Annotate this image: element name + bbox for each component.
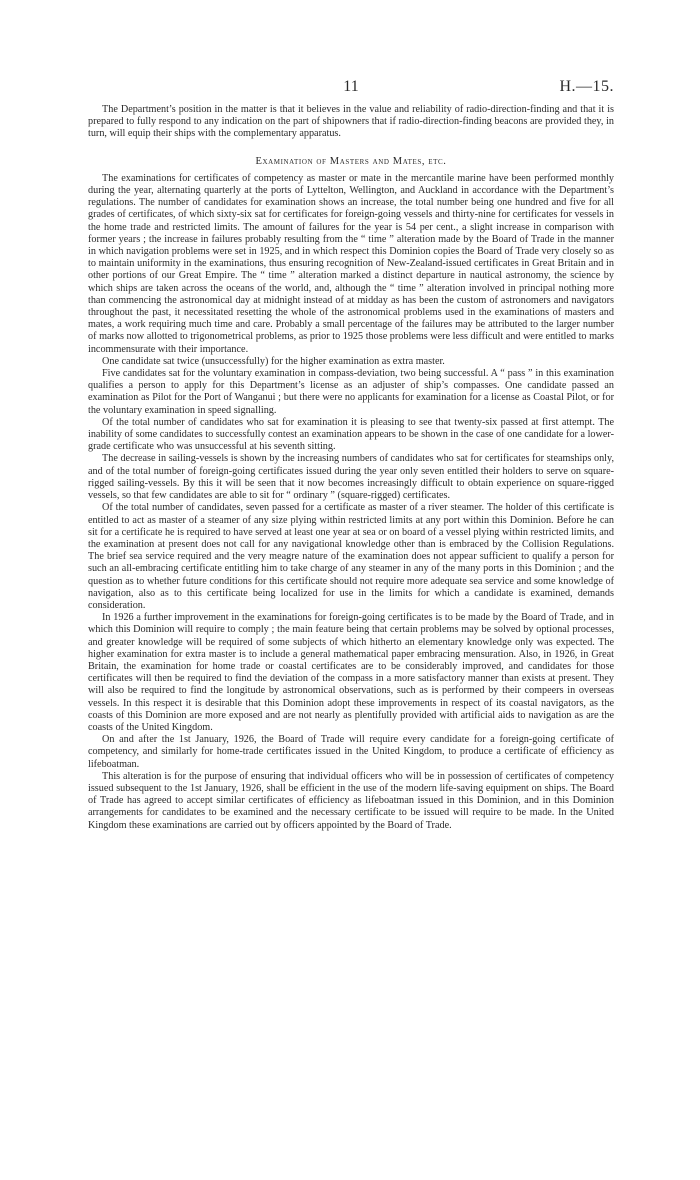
intro-paragraph: The Department’s position in the matter is that it believes in the value and reliability of radio-direction-finding and that it is prepared to fully respond to any indication on the part of shipowners that if radio-direction-finding beacons are provided they, in turn, will equip their ships with the complementary apparatus. — [88, 104, 614, 140]
paragraph: Of the total number of candidates who sat for examination it is pleasing to see that twenty-six passed at first attempt. The inability of some candidates to successfully contest an examination appears to be shown in the case of one candidate for a lower-grade certificate who was unsuccessful at his seventh sitting. — [88, 416, 614, 453]
paragraph: One candidate sat twice (unsuccessfully) for the higher examination as extra master. — [102, 355, 445, 367]
paragraph: The decrease in sailing-vessels is shown by the increasing numbers of candidates who sat for certificates for steamships only, and of the total number of foreign-going certificates issued during the year only seven entitled their holders to serve on square-rigged sailing-vessels. By this it will be seen that it now becomes increasingly difficult to obtain experience on square-rigged vessels, so that few candidates are able to sit for “ ordinary ” (square-rigged) certificates. — [88, 453, 614, 502]
page-number: 11 — [343, 78, 359, 95]
paragraph: On and after the 1st January, 1926, the Board of Trade will require every candidate for a foreign-going certificate of competency, and similarly for home-trade certificates issued in the United Kingdom, to produce a certificate of efficiency as lifeboatman. — [88, 734, 614, 770]
paragraph: The examinations for certificates of competency as master or mate in the mercantile marine have been performed monthly during the year, alternating quarterly at the ports of Lyttelton, Wellington, and Auckland in accordance with the Department’s regulations. The number of candidates for examination shows an increase, the total number being one hundred and five for all grades of certificates, of which sixty-six sat for certificates for foreign-going vessels and thirty-nine for certificates for vessels in the home trade and restricted limits. The amount of failures for the year is 54 per cent., a slight increase in comparison with former years ; the increase in failures probably resulting from the “ time ” alteration made by the Board of Trade in the manner in which navigation problems were set in 1925, and in which respect this Dominion copies the Board of Trade very closely so as to maintain uniformity in the examinations, thus ensuring recognition of New-Zealand-issued certificates in Great Britain and in other portions of our Great Empire. The “ time ” alteration marked a distinct departure in nautical astronomy, the science by which ships are taken across the oceans of the world, and, although the “ time ” alteration involved in principal nothing more than commencing the astronomical day at midnight instead of at midday as has been the custom of astronomers and navigators throughout the past, it necessitated resetting the whole of the astronomical problems used in the examinations of masters and mates, a work requiring much time and care. Probably a small percentage of the failures may be attributed to the larger number of marks now allotted to trigonometrical problems, as prior to 1925 those problems were less difficult and were entitled to marks incommensurate with their importance. — [88, 172, 614, 355]
section-heading: Examination of Masters and Mates, etc. — [255, 155, 447, 167]
document-reference: H.—15. — [559, 78, 614, 95]
paragraph: Of the total number of candidates, seven passed for a certificate as master of a river steamer. The holder of this certificate is entitled to act as master of a steamer of any size plying within restricted limits at any port within this Dominion. Before he can sit for a certificate he is required to have served at least one year at sea or on board of a vessel plying within restricted limits, and the examination at present does not call for any navigational knowledge other than is embraced by the Collision Regulations. The brief sea service required and the very meagre nature of the examination does not appear sufficient to qualify a person for such an all-embracing certificate entitling him to take charge of any steamer in any of the many ports in this Dominion ; and the question as to whether future conditions for this certificate should not require more adequate sea service and some knowledge of navigation, also as to this certificate being localized for use in the limits for which a candidate is examined, demands consideration. — [88, 502, 614, 611]
document-body — [88, 104, 614, 832]
paragraph: This alteration is for the purpose of ensuring that individual officers who will be in possession of certificates of competency issued subsequent to the 1st January, 1926, shall be efficient in the use of the modern life-saving equipment on ships. The Board of Trade has agreed to accept similar certificates of efficiency as lifeboatman issued in this Dominion, and in this Dominion arrangements for candidates to be examined and the necessary certificate to be issued will require to be made. In the United Kingdom these examinations are carried out by officers appointed by the Board of Trade. — [88, 770, 614, 831]
paragraph: Five candidates sat for the voluntary examination in compass-deviation, two being successful. A “ pass ” in this examination qualifies a person to apply for this Department’s license as an adjuster of ship’s compasses. One candidate passed an examination as Pilot for the Port of Wanganui ; but there were no applicants for examination for a license as Coastal Pilot, or for the voluntary examination in speed signalling. — [88, 368, 614, 416]
page-header — [88, 78, 614, 104]
paragraph: In 1926 a further improvement in the examinations for foreign-going certificates is to be made by the Board of Trade, and in which this Dominion will require to comply ; the main feature being that certain problems may be solved by optional processes, and greater knowledge will be required of some subjects of which hitherto an elementary knowledge only was expected. The higher examination for extra master is to include a general mathematical paper embracing mensuration. Also, in 1926, in Great Britain, the examination for home trade or coastal certificates are to be considerably improved, and candidates for those certificates will then be required to find the deviation of the compass in a more satisfactory manner than exists at present. They will also be required to find the longitude by astronomical observations, such as is performed by their compeers in overseas vessels. In this respect it is desirable that this Dominion adopt these improvements in respect of its coastal navigators, as the coasts of this Dominion are more exposed and are not nearly as plentifully provided with artificial aids to navigation as are the coasts of the United Kingdom. — [88, 612, 614, 733]
document-page — [88, 78, 614, 832]
